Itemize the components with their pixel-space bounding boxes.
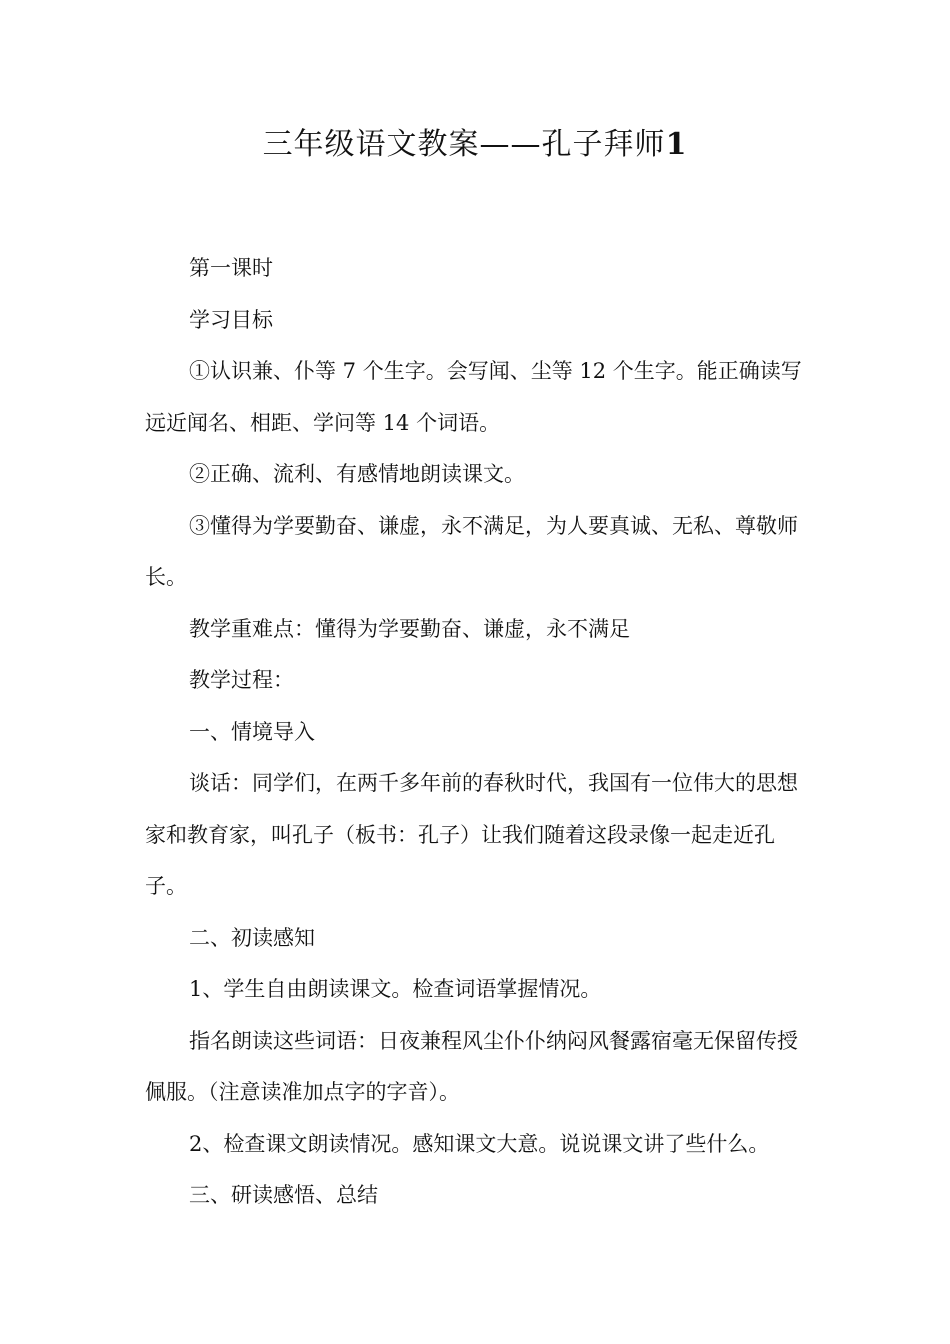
paragraph-objective-3: ③懂得为学要勤奋、谦虚，永不满足，为人要真诚、无私、尊敬师长。 [145,513,798,589]
title-number: 1 [665,127,688,162]
document-body [145,243,805,1222]
paragraph-step-2: 2、检查课文朗读情况。感知课文大意。说说课文讲了些什么。 [189,1131,770,1156]
paragraph-objectives-heading: 学习目标 [189,307,273,332]
paragraph-section-2: 二、初读感知 [189,925,315,950]
paragraph-intro-talk: 谈话：同学们，在两千多年前的春秋时代，我国有一位伟大的思想家和教育家，叫孔子（板书：孔子）让我们随着这段录像一起走近孔子。 [145,771,798,898]
paragraph-objective-1: ①认识兼、仆等 7 个生字。会写闻、尘等 12 个生字。能正确读写远近闻名、相距、学问等 14 个词语。 [145,359,802,435]
paragraph-step-1: 1、学生自由朗读课文。检查词语掌握情况。 [189,977,602,1001]
paragraph-vocabulary: 指名朗读这些词语：日夜兼程风尘仆仆纳闷风餐露宿毫无保留传授佩服。（注意读准加点字的字音）。 [145,1028,798,1104]
paragraph-section-1: 一、情境导入 [189,719,315,744]
paragraph-section-3: 三、研读感悟、总结 [189,1183,378,1207]
document-title [0,122,950,168]
paragraph-key-points: 教学重难点：懂得为学要勤奋、谦虚，永不满足 [189,616,630,641]
paragraph-objective-2: ②正确、流利、有感情地朗读课文。 [189,462,525,486]
title-text: 三年级语文教案——孔子拜师 [262,127,666,162]
paragraph-process-heading: 教学过程： [189,668,294,692]
paragraph-lesson: 第一课时 [189,256,273,280]
